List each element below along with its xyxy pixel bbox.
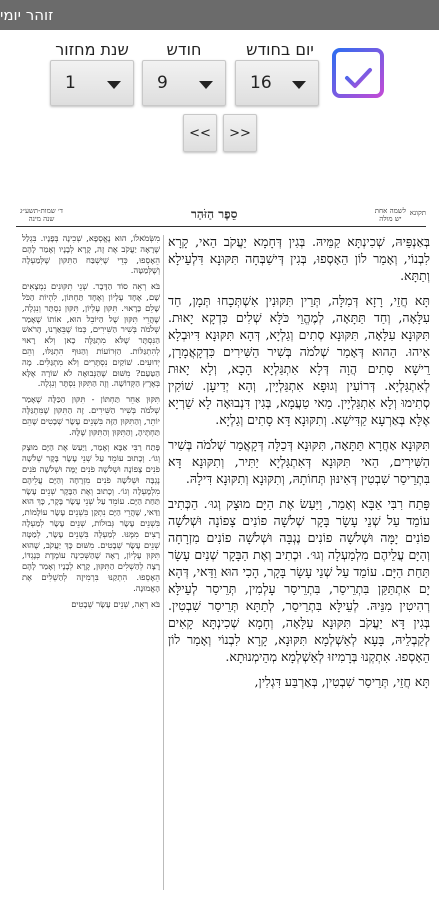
chevron-down-icon (292, 81, 306, 89)
commentary-paragraph: פָּתַח רַבִּי אַבָּא וְאָמַר, וַיַּעַשׂ אֶת הַיָּם מוּצָק וְגוֹ׳. וְכָתוּב עוֹמֵד עַל שְׁנֵי עָשָׂר בָּקָר שְׁלֹשָׁה פֹנִים צָפוֹנָה וּשְׁלֹשָׁה פֹנִים יָמָּה וּשְׁלֹשָׁה פֹנִים נֶגְבָּה וּשְׁלֹשָׁה פֹנִים מִזְרָחָה וְהַיָּם עֲלֵיהֶם מִלְמָעְלָה וְגוֹ׳. וְכָתוּב וְאֶת הַבָּקָר שְׁנֵים עָשָׂר תַּחַת הַיָּם. עוֹמֵד עַל שְׁנֵי עָשָׂר בָּקָר, כָּךְ הוּא וַדַּאי, שֶׁהֲרֵי הַיָּם נִתְקַן בִּשְׁנֵים עָשָׂר עוֹלָמוֹת, בִּשְׁנֵים עָשָׂר גְּבוּלוֹת, שְׁנֵים עָשָׂר לְמַעְלָה רָצִים מִמֶּנּוּ. לְמַעְלָה בִּשְׁנֵים עָשָׂר, לְמַטָּה שְׁנֵים עָשָׂר שְׁבָטִים. מִשּׁוּם כָּךְ יַעֲקֹב, שֶׁהוּא תִּקּוּן עֶלְיוֹן, רָאָה שֶׁהַשְּׁכִינָה עוֹמֶדֶת כְּנֶגְדּוֹ, רָצָה לְהַשְׁלִים הַתִּקּוּן, קָרָא לְבָנָיו וְאָמַר לָהֶם הֵאָסְפוּ. הִתְקַנּוּ בִּרְמִיזָה לְהַשְׁלִים אֶת הָאֱמוּנָה. (22, 442, 160, 593)
main-paragraph: בְּאַנְפֵּיהּ, שְׁכִינְתָּא קַמֵּיהּ. בְּגִין דְּחָמָא יַעֲקֹב הַאי, קָרָא לִבְנוֹי, וְאָמַר לוֹן הֵאָסְפוּ, בְּגִין דְּישַׁבְּחָה תִּקּוּנָא דִּלְעֵילָא וְתַתָּא. (168, 234, 430, 283)
main-paragraph: תָּא חֲזֵי, רָזָא דְּמִלָּה, תְּרֵין תִּקּוּנִין אִשְׁתְּכָחוּ תְּמָן, חַד עִלָּאָה, וְחַד תַּתָּאָה, לְמֶהֱוֵי כֹּלָּא שְׁלִים כִּדְקָא יָאוּת. תִּקּוּנָא עִלָּאָה, תִּקּוּנָא סְתִים וְגַלְיָא, דְּהָא תִּקּוּנָא דִּיוּבְלָא אִיהוּ. הַהוּא דְּאָמַר שְׁלֹמֹה בְּשִׁיר הַשִּׁירִים כִּדְקָאֲמָרָן, רֵישָׁא סָתִים הֲוָה דְּלָא אִתְגַּלְיָא הָכָא, וְלָא יָאוּת לְאִתְגַּלְיָא. דְּרוֹעִין וְגוּפָא אִתְגַּלְיָין, וְהָא יְדִיעָן. שׁוֹקִין סְתִימוּ וְלָא אִתְגַּלְיָין. מַאי טַעֲמָא, בְּגִין דִּנְבוּאָה לָא שַׁרְיָא אֶלָּא בְּאַרְעָא קַדִּישָׁא. וְתִקּוּנָא דָּא סָתִים וְגַלְיָא. (168, 293, 430, 427)
header-left-line-2: שנה מינה (28, 215, 55, 223)
month-select-value: 9 (157, 73, 168, 93)
chevron-down-icon (199, 81, 213, 89)
commentary-paragraph: בֹּא רְאֵה סוֹד הַדָּבָר. שְׁנֵי תִקּוּנִים נִמְצָאִים שָׁם, אֶחָד עֶלְיוֹן וְאֶחָד תַּחְתּוֹן, לִהְיוֹת הַכֹּל שָׁלֵם כָּרָאוּי. תִּקּוּן עֶלְיוֹן, תִּקּוּן נִסְתָּר וְנִגְלֶה, שֶׁהֲרֵי תִּקּוּן שֶׁל הַיּוֹבֵל הוּא, אוֹתוֹ שֶׁאָמַר שְׁלֹמֹה בְּשִׁיר הַשִּׁירִים, כְּמוֹ שֶׁבֵּאַרְנוּ, הָרֹאשׁ הַנִּסְתָּר שֶׁלֹּא מִתְגַּלֶּה כָאן וְלֹא רָאוּי לְהִתְגַּלּוֹת. הַזְּרוֹעוֹת וְהַגּוּף הִתְגַּלּוּ, וְהֵם יְדוּעִים. שׁוֹקַיִם נִסְתָּרִים וְלֹא מִתְגַּלִּים. מָה הַטַּעַם? מִשּׁוּם שֶׁהַנְּבוּאָה לֹא שׁוֹרָה אֶלָּא בְּאֶרֶץ הַקְּדוֹשָׁה. וְזֶה הַתִּקּוּן נִסְתָּר וְנִגְלֶה. (22, 281, 160, 389)
commentary-paragraph: בֹּא רְאֵה, שְׁנֵים עָשָׂר שְׁבָטִים (71, 598, 160, 609)
zohar-page-image (0, 195, 439, 900)
header-note-line-2: יש מולה (379, 215, 402, 223)
header-note-line-1: לשמה אחת (374, 207, 406, 215)
main-paragraph: תִּקּוּנָא אַחֲרָא תַּתָּאָה, תִּקּוּנָא דְּכַלָּה דְּקָאֲמַר שְׁלֹמֹה בְּשִׁיר הַשִּׁירִים, הַאי תִּקּוּנָא דְּאִתְגַּלְיָא יַתִּיר, וְתִקּוּנָא דָּא בִּתְרֵיסַר שִׁבְטִין דְּאִינּוּן תְּחוֹתָהּ, וְתִקּוּנָא וְתִקּוּנָא דִּילָהּ. (168, 437, 430, 486)
header-book-title: סֵפֶר הַזֹּהַר (191, 207, 238, 221)
header-note (375, 207, 406, 223)
chevron-down-icon (107, 81, 121, 89)
year-select[interactable] (50, 60, 134, 106)
main-text-column (168, 233, 430, 893)
date-controls (0, 30, 439, 170)
header-section-label: תקונא (409, 209, 426, 217)
main-paragraph: פָּתַח רִבִּי אַבָּא וְאָמַר, וַיַּעַשׂ אֶת הַיָּם מוּצָק וְגוּ׳. הַכְּתִיב עוֹמֵד עַל שְׁנֵי עָשָׂר בָּקָר שְׁלֹשָׁה פוֹנִים צָפוֹנָה וּשְׁלֹשָׁה פוֹנִים יָמָּה וּשְׁלֹשָׁה פוֹנִים נֶגְבָּה וּשְׁלֹשָׁה פוֹנִים מִזְרָחָה וְהַיָּם עֲלֵיהֶם מִלְמַעְלָה וְגוּ׳. וּכְתִיב וְאֶת הַבָּקָר שְׁנַיִם עָשָׂר תַּחַת הַיָּם. עוֹמֵד עַל שְׁנֵי עָשָׂר בָּקָר, הָכִי הוּא וַדַּאי, דְּהָא יָם אִתְתַּקַּן בִּתְרֵיסַר, בִּתְרֵיסַר עָלְמִין, תְּרֵיסַר לְעֵילָּא רְהִיטִין מִנֵּיהּ. לְעֵילָּא בִּתְרֵיסַר, לְתַתָּא תְּרֵיסַר שִׁבְטִין. בְּגִין דָּא יַעֲקֹב תִּקּוּנָא עִלָּאָה, וְחָמָא שְׁכִינְתָּא קָאִים לְקַבְלֵיהּ, בָּעָא לְאַשְׁלְמָא תִּקּוּנָא, קָרָא לִבְנוֹי וְאָמַר לוֹן הֵאָסְפוּ. אִתְקְנוּ בְּרָמִיזוּ לְאַשְׁלְמָא מְהֵימְנוּתָא. (168, 496, 430, 664)
header-left-note (20, 207, 63, 223)
column-divider (163, 235, 164, 890)
app-titlebar (0, 0, 439, 30)
calendar-check-icon[interactable] (330, 40, 386, 100)
commentary-column (22, 233, 160, 893)
prev-day-button[interactable]: << (183, 114, 217, 152)
app-title: זוהר יומי (0, 6, 54, 24)
main-paragraph: תָּא חֲזֵי, תְּרֵיסַר שִׁבְטִין, בְּאַרְבַּע דִּגְלִין, (254, 674, 430, 689)
header-left-line-1: ד׳ שמות-תשע״ג (20, 207, 63, 215)
day-select[interactable] (235, 60, 319, 106)
day-label: יום בחודש (246, 40, 314, 59)
commentary-paragraph: תִּקּוּן אַחֵר תַּחְתּוֹן - תִּקּוּן הַכַּלָּה שֶׁאָמַר שְׁלֹמֹה בְּשִׁיר הַשִּׁירִים. זֶה הַתִּקּוּן שֶׁמִּתְגַּלֶּה יוֹתֵר, וְהַתִּקּוּן הַזֶּה בִּשְׁנֵים עָשָׂר שְׁבָטִים שֶׁהֵם תַּחְתֶּיהָ, וְהַתִּקּוּן וְהַתִּקּוּן שֶׁלָּהּ. (22, 394, 160, 437)
year-select-value: 1 (65, 73, 76, 93)
month-label: חודש (166, 40, 202, 59)
day-select-value: 16 (250, 73, 272, 93)
commentary-paragraph: מִשְּׂמֹאלוֹ, הוּא נֶאֱסְפָא, שְׁכִינָה בְּפָנָיו. בִּגְלַל שֶׁרָאָה יַעֲקֹב אֶת זֶה, קָרָא לְבָנָיו וְאָמַר לָהֶם הֵאָסְפוּ, כְּדֵי שֶׁיִּשְׁבַּח הַתִּקּוּן שֶׁלְּמַעְלָה וְשֶׁלְּמַטָּה. (22, 233, 160, 276)
year-label: שנת מחזור (55, 40, 129, 59)
next-day-button[interactable]: >> (223, 114, 257, 152)
page-header (16, 205, 426, 227)
month-select[interactable] (142, 60, 226, 106)
